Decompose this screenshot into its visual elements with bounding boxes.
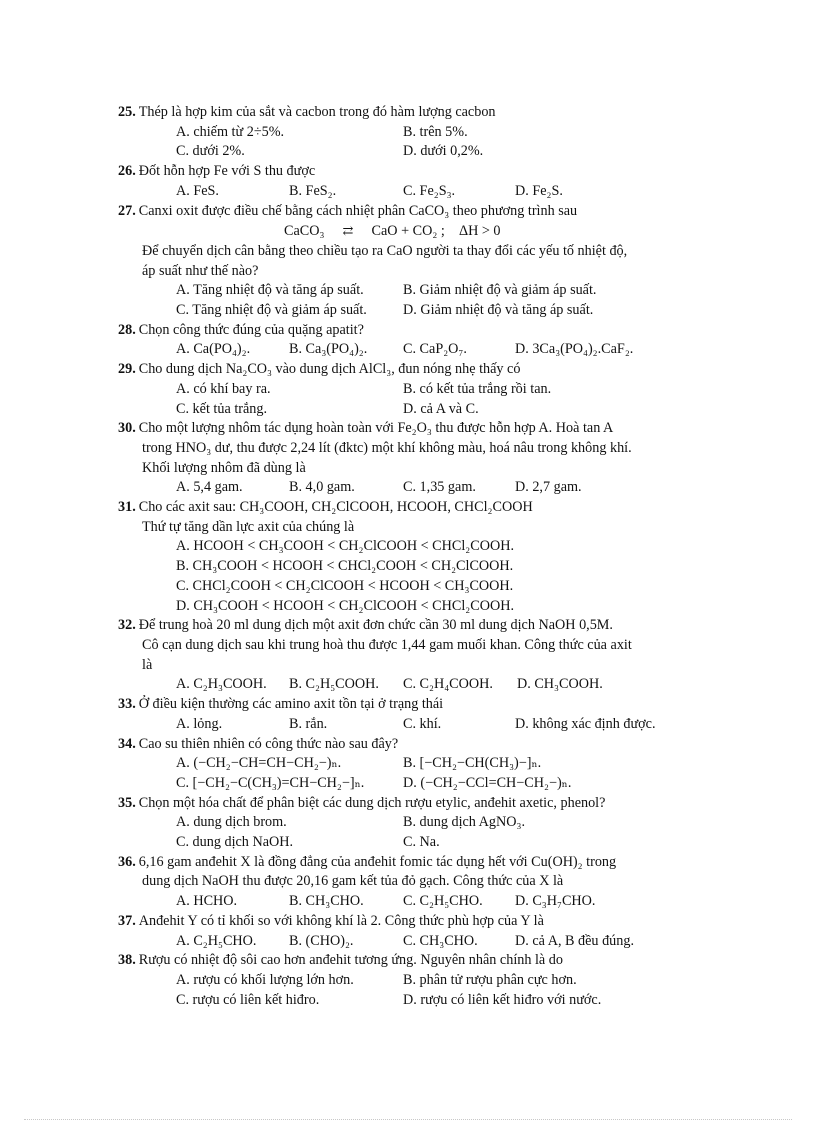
option-a[interactable]: A. FeS.: [176, 182, 219, 199]
question-stem: Chọn công thức đúng của quặng apatit?: [138, 321, 364, 338]
question-stem: Ở điều kiện thường các amino axit tồn tại ở trạng thái: [138, 696, 444, 713]
option-b[interactable]: B. CH₃CHO.: [289, 893, 364, 910]
option-c[interactable]: C. Fe₂S₃.: [403, 182, 456, 199]
option-d[interactable]: D. CH₃COOH < HCOOH < CH₂ClCOOH < CHCl₂COOH.: [176, 597, 514, 614]
option-c[interactable]: C. dưới 2%.: [176, 143, 245, 160]
option-b[interactable]: B. 4,0 gam.: [289, 479, 355, 496]
question-34: [118, 735, 708, 794]
option-c[interactable]: C. kết tủa trắng.: [176, 400, 268, 417]
reaction-equation: [118, 221, 708, 242]
question-38: [118, 951, 708, 1010]
question-stem-continued: áp suất như thế nào?: [142, 262, 259, 279]
question-30: [118, 419, 708, 498]
option-d[interactable]: D. rượu có liên kết hiđro với nước.: [403, 991, 602, 1008]
option-d[interactable]: D. C₃H₇CHO.: [515, 893, 596, 910]
option-a[interactable]: A. rượu có khối lượng lớn hơn.: [176, 971, 354, 988]
option-b[interactable]: B. (CHO)₂.: [289, 932, 354, 949]
answer-options: [118, 971, 708, 1010]
question-sheet: [118, 103, 708, 1010]
option-b[interactable]: B. có kết tủa trắng rồi tan.: [403, 380, 552, 397]
question-stem-continued: là: [142, 656, 153, 673]
question-stem-continued: dung dịch NaOH thu được 20,16 gam kết tủa đỏ gạch. Công thức của X là: [142, 873, 564, 890]
option-c[interactable]: C. CHCl₂COOH < CH₂ClCOOH < HCOOH < CH₃COOH.: [176, 577, 514, 594]
option-d[interactable]: C. Na.: [403, 834, 440, 851]
option-a[interactable]: A. lỏng.: [176, 715, 223, 732]
option-a[interactable]: A. có khí bay ra.: [176, 380, 271, 397]
option-a[interactable]: A. 5,4 gam.: [176, 479, 243, 496]
answer-options: [118, 715, 708, 735]
question-number: 32.: [118, 617, 136, 634]
question-stem-continued: Thứ tự tăng dần lực axit của chúng là: [142, 518, 355, 535]
answer-options: [118, 281, 708, 320]
question-stem: Để trung hoà 20 ml dung dịch một axit đơn chức cần 30 ml dung dịch NaOH 0,5M.: [138, 617, 613, 634]
question-number: 28.: [118, 321, 136, 338]
option-a[interactable]: A. (−CH₂−CH=CH−CH₂−)ₙ.: [176, 755, 342, 772]
question-37: [118, 912, 708, 951]
question-28: [118, 321, 708, 360]
answer-options: [118, 537, 708, 616]
option-c[interactable]: C. CH₃CHO.: [403, 932, 478, 949]
answer-options: [118, 123, 708, 162]
option-d[interactable]: D. Giảm nhiệt độ và tăng áp suất.: [403, 302, 594, 319]
question-stem-continued: Khối lượng nhôm đã dùng là: [142, 459, 306, 476]
question-number: 30.: [118, 420, 136, 437]
answer-options: [118, 675, 708, 695]
question-stem: Anđehit Y có tỉ khối so với không khí là 2. Công thức phù hợp của Y là: [138, 912, 544, 929]
answer-options: [118, 892, 708, 912]
question-stem: Đốt hỗn hợp Fe với S thu được: [138, 163, 316, 180]
option-d[interactable]: D. không xác định được.: [515, 715, 656, 732]
option-c[interactable]: C. C₂H₄COOH.: [403, 676, 493, 693]
option-b[interactable]: B. FeS₂.: [289, 182, 337, 199]
question-number: 26.: [118, 163, 136, 180]
option-c[interactable]: C. 1,35 gam.: [403, 479, 476, 496]
question-33: [118, 695, 708, 734]
option-a[interactable]: A. C₂H₅CHO.: [176, 932, 257, 949]
question-35: [118, 794, 708, 853]
answer-options: [118, 754, 708, 793]
question-number: 33.: [118, 696, 136, 713]
question-number: 36.: [118, 853, 136, 870]
answer-options: [118, 380, 708, 419]
question-stem: Rượu có nhiệt độ sôi cao hơn anđehit tương ứng. Nguyên nhân chính là do: [138, 952, 563, 969]
question-25: [118, 103, 708, 162]
option-d[interactable]: D. dưới 0,2%.: [403, 143, 484, 160]
question-number: 25.: [118, 104, 136, 120]
answer-options: [118, 340, 708, 360]
option-c[interactable]: C. Tăng nhiệt độ và giảm áp suất.: [176, 302, 367, 319]
question-number: 38.: [118, 952, 136, 969]
answer-options: [118, 182, 708, 202]
answer-options: [118, 478, 708, 498]
option-a[interactable]: A. HCOOH < CH₃COOH < CH₂ClCOOH < CHCl₂COOH.: [176, 538, 514, 555]
question-number: 37.: [118, 912, 136, 929]
question-stem: Canxi oxit được điều chế bằng cách nhiệt phân CaCO₃ theo phương trình sau: [138, 202, 578, 219]
option-c[interactable]: C. C₂H₅CHO.: [403, 893, 483, 910]
option-d[interactable]: D. Fe₂S.: [515, 182, 563, 199]
question-32: [118, 616, 708, 695]
question-stem-continued: Cô cạn dung dịch sau khi trung hoà thu được 1,44 gam muối khan. Công thức của axit: [142, 636, 632, 653]
question-stem-continued: trong HNO₃ dư, thu được 2,24 lít (đktc) một khí không màu, hoá nâu trong không khí.: [142, 439, 632, 456]
question-number: 35.: [118, 794, 136, 811]
option-b[interactable]: B. phân tử rượu phân cực hơn.: [403, 971, 577, 988]
option-a[interactable]: A. dung dịch brom.: [176, 814, 287, 831]
question-31: [118, 498, 708, 616]
equation-products: CaO + CO₂ ;: [371, 223, 445, 240]
option-c[interactable]: C. rượu có liên kết hiđro.: [176, 991, 320, 1008]
answer-options: [118, 932, 708, 952]
equation-reactant: CaCO₃: [284, 223, 325, 240]
question-stem: Thép là hợp kim của sắt và cacbon trong đó hàm lượng cacbon: [138, 104, 496, 120]
option-d[interactable]: D. (−CH₂−CCl=CH−CH₂−)ₙ.: [403, 774, 572, 791]
question-stem: 6,16 gam anđehit X là đồng đẳng của anđehit fomic tác dụng hết với Cu(OH)₂ trong: [138, 853, 617, 870]
question-stem: Cho một lượng nhôm tác dụng hoàn toàn với Fe₂O₃ thu được hỗn hợp A. Hoà tan A: [138, 420, 614, 437]
question-29: [118, 360, 708, 419]
question-36: [118, 853, 708, 912]
option-a[interactable]: A. HCHO.: [176, 893, 238, 910]
option-b[interactable]: B. CH₃COOH < HCOOH < CHCl₂COOH < CH₂ClCOOH.: [176, 558, 514, 575]
question-number: 31.: [118, 499, 136, 516]
option-b[interactable]: B. C₂H₅COOH.: [289, 676, 379, 693]
option-d[interactable]: D. cả A, B đều đúng.: [515, 932, 634, 949]
equilibrium-arrow-icon: ⇄: [342, 223, 354, 239]
answer-options: [118, 813, 708, 852]
question-stem: Cho dung dịch Na₂CO₃ vào dung dịch AlCl₃, đun nóng nhẹ thấy có: [138, 361, 521, 378]
question-stem: Cho các axit sau: CH₃COOH, CH₂ClCOOH, HCOOH, CHCl₂COOH: [138, 499, 533, 516]
option-a[interactable]: A. Tăng nhiệt độ và tăng áp suất.: [176, 282, 364, 299]
option-a[interactable]: A. Ca(PO₄)₂.: [176, 341, 251, 358]
page-footer-divider: [24, 1119, 792, 1120]
option-c[interactable]: C. dung dịch NaOH.: [176, 834, 294, 851]
option-d[interactable]: D. cả A và C.: [403, 400, 479, 417]
option-a[interactable]: A. chiếm từ 2÷5%.: [176, 123, 285, 140]
question-number: 27.: [118, 202, 136, 219]
question-stem: Cao su thiên nhiên có công thức nào sau đây?: [138, 735, 399, 752]
option-b[interactable]: B. rắn.: [289, 715, 328, 732]
option-b[interactable]: B. trên 5%.: [403, 123, 468, 140]
option-d[interactable]: D. 2,7 gam.: [515, 479, 582, 496]
option-b[interactable]: B. [−CH₂−CH(CH₃)−]ₙ.: [403, 755, 542, 772]
option-c[interactable]: C. [−CH₂−C(CH₃)=CH−CH₂−]ₙ.: [176, 774, 365, 791]
option-b[interactable]: B. Ca₃(PO₄)₂.: [289, 341, 368, 358]
question-number: 34.: [118, 735, 136, 752]
option-b[interactable]: B. dung dịch AgNO₃.: [403, 814, 525, 831]
question-stem: Chọn một hóa chất để phân biệt các dung dịch rượu etylic, anđehit axetic, phenol?: [138, 794, 606, 811]
question-number: 29.: [118, 361, 136, 378]
question-26: [118, 162, 708, 201]
option-d[interactable]: D. 3Ca₃(PO₄)₂.CaF₂.: [515, 341, 634, 358]
equation-condition: ΔH > 0: [458, 223, 501, 240]
question-27: [118, 202, 708, 321]
question-stem-continued: Để chuyển dịch cân bằng theo chiều tạo ra CaO người ta thay đổi các yếu tố nhiệt độ,: [142, 242, 628, 259]
option-c[interactable]: C. CaP₂O₇.: [403, 341, 467, 358]
option-a[interactable]: A. C₂H₃COOH.: [176, 676, 267, 693]
option-d[interactable]: D. CH₃COOH.: [517, 676, 603, 693]
option-b[interactable]: B. Giảm nhiệt độ và giảm áp suất.: [403, 282, 597, 299]
option-c[interactable]: C. khí.: [403, 715, 442, 732]
